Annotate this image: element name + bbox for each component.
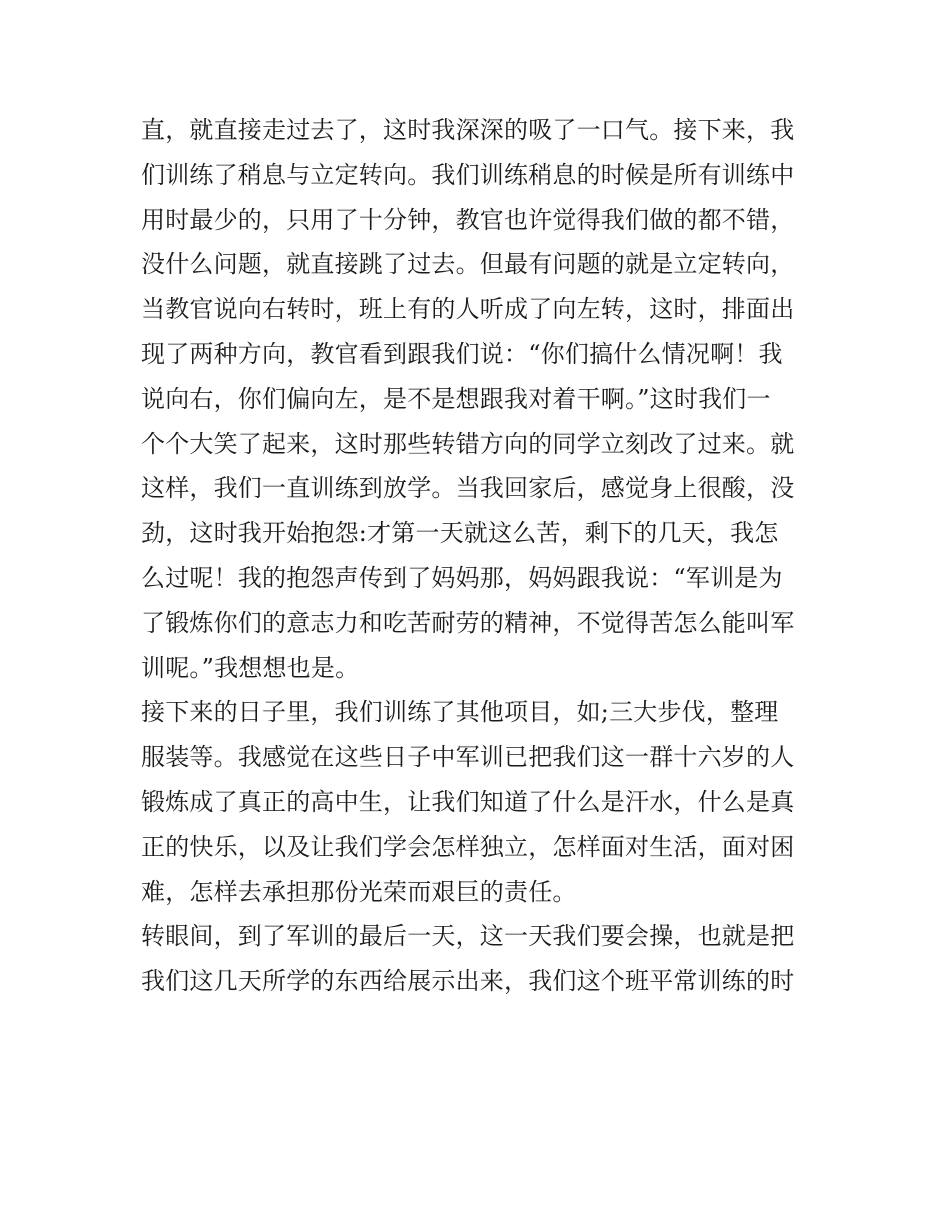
text-line: 们训练了稍息与立定转向。我们训练稍息的时候是所有训练中 (141, 160, 795, 189)
text-line: 劲，这时我开始抱怨:才第一天就这么苦，剩下的几天，我怎 (141, 519, 779, 548)
text-line: 服装等。我感觉在这些日子中军训已把我们这一群十六岁的人 (141, 743, 795, 772)
text-line: 现了两种方向，教官看到跟我们说：“你们搞什么情况啊！我 (141, 339, 783, 368)
text-line: 了锻炼你们的意志力和吃苦耐劳的精神，不觉得苦怎么能叫军 (141, 608, 795, 637)
text-line: 难，怎样去承担那份光荣而艰巨的责任。 (141, 877, 577, 906)
text-line: 么过呢！我的抱怨声传到了妈妈那，妈妈跟我说：“军训是为 (141, 563, 783, 592)
text-line: 个个大笑了起来，这时那些转错方向的同学立刻改了过来。就 (141, 429, 795, 458)
text-line: 没什么问题，就直接跳了过去。但最有问题的就是立定转向， (141, 250, 795, 279)
body-text (141, 108, 821, 1004)
text-line: 用时最少的，只用了十分钟，教官也许觉得我们做的都不错， (141, 205, 795, 234)
text-line: 锻炼成了真正的高中生，让我们知道了什么是汗水，什么是真 (141, 787, 795, 816)
text-line: 接下来的日子里，我们训练了其他项目，如;三大步伐，整理 (141, 698, 779, 727)
text-line: 说向右，你们偏向左，是不是想跟我对着干啊。”这时我们一 (141, 384, 771, 413)
text-line: 正的快乐，以及让我们学会怎样独立，怎样面对生活，面对困 (141, 832, 795, 861)
text-line: 转眼间，到了军训的最后一天，这一天我们要会操，也就是把 (141, 922, 795, 951)
text-line: 这样，我们一直训练到放学。当我回家后，感觉身上很酸，没 (141, 474, 795, 503)
text-line: 训呢。”我想想也是。 (141, 653, 360, 682)
text-line: 当教官说向右转时，班上有的人听成了向左转，这时，排面出 (141, 295, 795, 324)
text-line: 我们这几天所学的东西给展示出来，我们这个班平常训练的时 (141, 967, 795, 996)
text-line: 直，就直接走过去了，这时我深深的吸了一口气。接下来，我 (141, 116, 795, 144)
